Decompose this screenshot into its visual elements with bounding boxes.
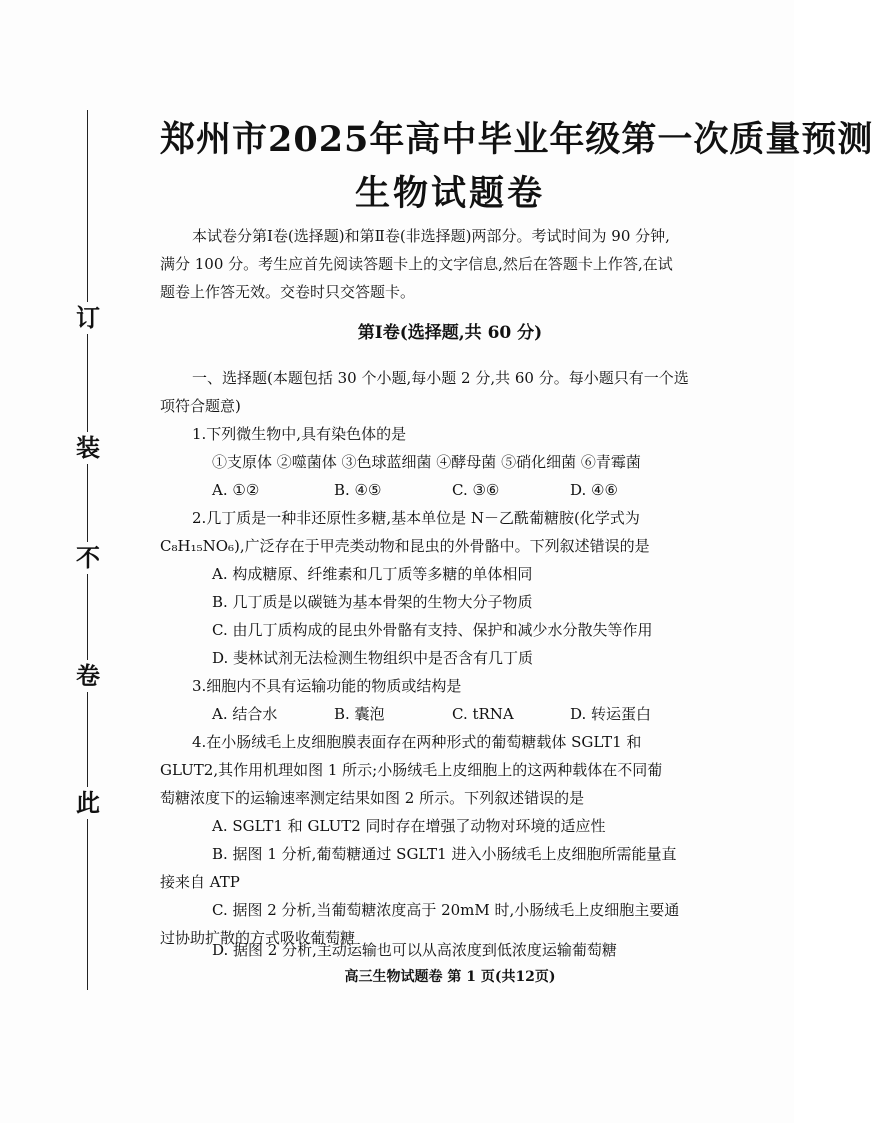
q1-option-a: A. ①②	[212, 481, 260, 499]
q4-option-d: D. 据图 2 分析,主动运输也可以从高浓度到低浓度运输葡萄糖	[212, 941, 617, 959]
q2-option-c: C. 由几丁质构成的昆虫外骨骼有支持、保护和减少水分散失等作用	[212, 621, 653, 639]
q1-option-d: D. ④⑥	[570, 481, 618, 499]
intro-line-1: 本试卷分第Ⅰ卷(选择题)和第Ⅱ卷(非选择题)两部分。考试时间为 90 分钟,	[192, 227, 670, 245]
q2-stem-line-1: 2.几丁质是一种非还原性多糖,基本单位是 N－乙酰葡糖胺(化学式为	[192, 509, 640, 527]
q3-stem: 3.细胞内不具有运输功能的物质或结构是	[192, 677, 462, 695]
section-instructions-line-1: 一、选择题(本题包括 30 个小题,每小题 2 分,共 60 分。每小题只有一个选	[192, 369, 689, 387]
q4-option-a: A. SGLT1 和 GLUT2 同时存在增强了动物对环境的适应性	[212, 817, 606, 835]
binding-char-zhuang: 装	[72, 432, 104, 464]
section-title: 第Ⅰ卷(选择题,共 60 分)	[357, 323, 543, 343]
q4-option-c-line-1: C. 据图 2 分析,当葡萄糖浓度高于 20mM 时,小肠绒毛上皮细胞主要通	[212, 901, 680, 919]
q4-stem-line-1: 4.在小肠绒毛上皮细胞膜表面存在两种形式的葡萄糖载体 SGLT1 和	[192, 733, 642, 751]
q3-option-a: A. 结合水	[212, 705, 278, 723]
binding-char-ding: 订	[72, 302, 104, 334]
q4-stem-line-2: GLUT2,其作用机理如图 1 所示;小肠绒毛上皮细胞上的这两种载体在不同葡	[160, 761, 663, 779]
q1-option-b: B. ④⑤	[334, 481, 382, 499]
binding-char-bu: 不	[72, 542, 104, 574]
exam-title: 郑州市2025年高中毕业年级第一次质量预测	[160, 119, 873, 160]
q1-option-c: C. ③⑥	[452, 481, 500, 499]
q3-option-c: C. tRNA	[452, 705, 514, 723]
q2-option-a: A. 构成糖原、纤维素和几丁质等多糖的单体相同	[212, 565, 533, 583]
binding-char-ci: 此	[72, 787, 104, 819]
exam-subtitle: 生物试题卷	[354, 173, 545, 214]
q2-option-d: D. 斐林试剂无法检测生物组织中是否含有几丁质	[212, 649, 534, 667]
q4-option-c-line-2: 过协助扩散的方式吸收葡萄糖	[160, 929, 356, 947]
q1-stem: 1.下列微生物中,具有染色体的是	[192, 425, 407, 443]
q4-option-b-line-2: 接来自 ATP	[160, 873, 240, 891]
q1-items: ①支原体 ②噬菌体 ③色球蓝细菌 ④酵母菌 ⑤硝化细菌 ⑥青霉菌	[212, 453, 641, 471]
q4-stem-line-3: 萄糖浓度下的运输速率测定结果如图 2 所示。下列叙述错误的是	[160, 789, 585, 807]
q2-option-b: B. 几丁质是以碳链为基本骨架的生物大分子物质	[212, 593, 533, 611]
page-footer: 高三生物试题卷 第 1 页(共12页)	[344, 969, 556, 985]
binding-char-juan: 卷	[72, 660, 104, 692]
q3-option-b: B. 囊泡	[334, 705, 385, 723]
section-instructions-line-2: 项符合题意)	[160, 397, 241, 415]
q4-option-b-line-1: B. 据图 1 分析,葡萄糖通过 SGLT1 进入小肠绒毛上皮细胞所需能量直	[212, 845, 677, 863]
intro-line-3: 题卷上作答无效。交卷时只交答题卡。	[160, 283, 416, 301]
q3-option-d: D. 转运蛋白	[570, 705, 652, 723]
binding-margin	[60, 110, 120, 990]
intro-line-2: 满分 100 分。考生应首先阅读答题卡上的文字信息,然后在答题卡上作答,在试	[160, 255, 673, 273]
q2-stem-line-2: C₈H₁₅NO₆),广泛存在于甲壳类动物和昆虫的外骨骼中。下列叙述错误的是	[160, 537, 650, 555]
